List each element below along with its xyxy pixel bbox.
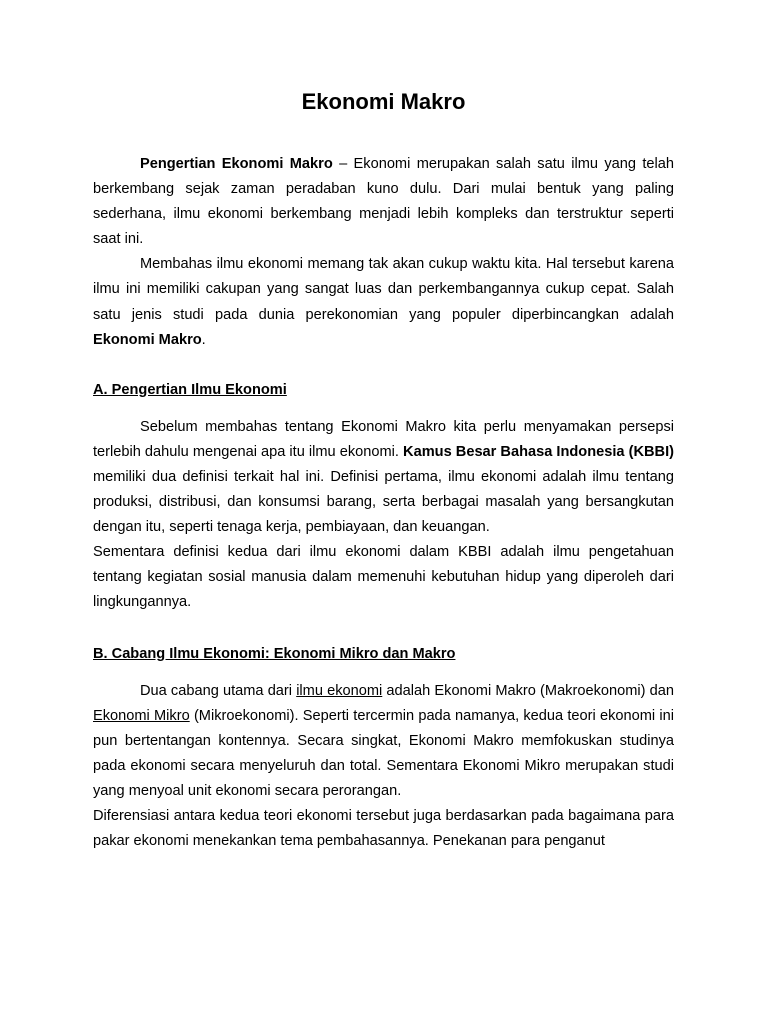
- section-b-paragraph-1-b: adalah Ekonomi Makro (Makroekonomi) dan: [382, 682, 674, 699]
- intro-paragraph-2-end: .: [201, 331, 206, 348]
- section-a-paragraph-1: [93, 415, 674, 540]
- section-b-paragraph-1: [93, 679, 674, 804]
- intro-paragraph-1: [93, 152, 674, 252]
- kbbi-bold: Kamus Besar Bahasa Indonesia (KBBI): [403, 443, 674, 460]
- section-a-paragraph-1-end: memiliki dua definisi terkait hal ini. Definisi pertama, ilmu ekonomi adalah ilmu tentang produksi, distribusi, dan konsumsi barang, serta berbagai masalah yang bersangkutan dengan itu, seperti tenaga kerja, pembiayaan, dan keuangan.: [93, 468, 674, 536]
- section-a-heading: A. Pengertian Ilmu Ekonomi: [93, 381, 287, 398]
- section-b-paragraph-1-c: (Mikroekonomi). Seperti tercermin pada namanya, kedua teori ekonomi ini pun bertentangan kontennya. Secara singkat, Ekonomi Makro memfokuskan studinya pada ekonomi secara menyeluruh dan total. Sementara Ekonomi Mikro merupakan studi yang menyoal unit ekonomi secara perorangan.: [93, 707, 674, 799]
- ekonomi-mikro-link[interactable]: Ekonomi Mikro: [93, 707, 190, 724]
- section-b-paragraph-1-a: Dua cabang utama dari: [140, 682, 297, 699]
- intro-paragraph-2: [93, 252, 674, 352]
- section-b-heading: B. Cabang Ilmu Ekonomi: Ekonomi Mikro dan Makro: [93, 645, 456, 662]
- section-a-paragraph-2: Sementara definisi kedua dari ilmu ekonomi dalam KBBI adalah ilmu pengetahuan tentang kegiatan sosial manusia dalam memenuhi kebutuhan hidup yang diperoleh dari lingkungannya.: [93, 544, 674, 611]
- ilmu-ekonomi-link[interactable]: ilmu ekonomi: [296, 682, 383, 699]
- section-a-paragraph-1-text: Sebelum membahas tentang Ekonomi Makro kita perlu menyamakan persepsi terlebih dahulu mengenai apa itu ilmu ekonomi.: [93, 418, 674, 460]
- document-title: Ekonomi Makro: [301, 89, 466, 114]
- intro-paragraph-2-bold: Ekonomi Makro: [93, 331, 202, 348]
- intro-term-bold: Pengertian Ekonomi Makro: [140, 156, 333, 172]
- intro-paragraph-1-text: – Ekonomi merupakan salah satu ilmu yang telah berkembang sejak zaman peradaban kuno dulu. Dari mulai bentuk yang paling sederhana, ilmu ekonomi berkembang menjadi lebih kompleks dan terstruktur seperti saat ini.: [93, 156, 674, 248]
- section-b-paragraph-2: Diferensiasi antara kedua teori ekonomi tersebut juga berdasarkan pada bagaimana para pakar ekonomi menekankan tema pembahasannya. Penekanan para penganut: [93, 807, 674, 850]
- intro-paragraph-2-text: Membahas ilmu ekonomi memang tak akan cukup waktu kita. Hal tersebut karena ilmu ini memiliki cakupan yang sangat luas dan perkembangannya cukup cepat. Salah satu jenis studi pada dunia perekonomian yang populer diperbincangkan adalah: [93, 256, 674, 323]
